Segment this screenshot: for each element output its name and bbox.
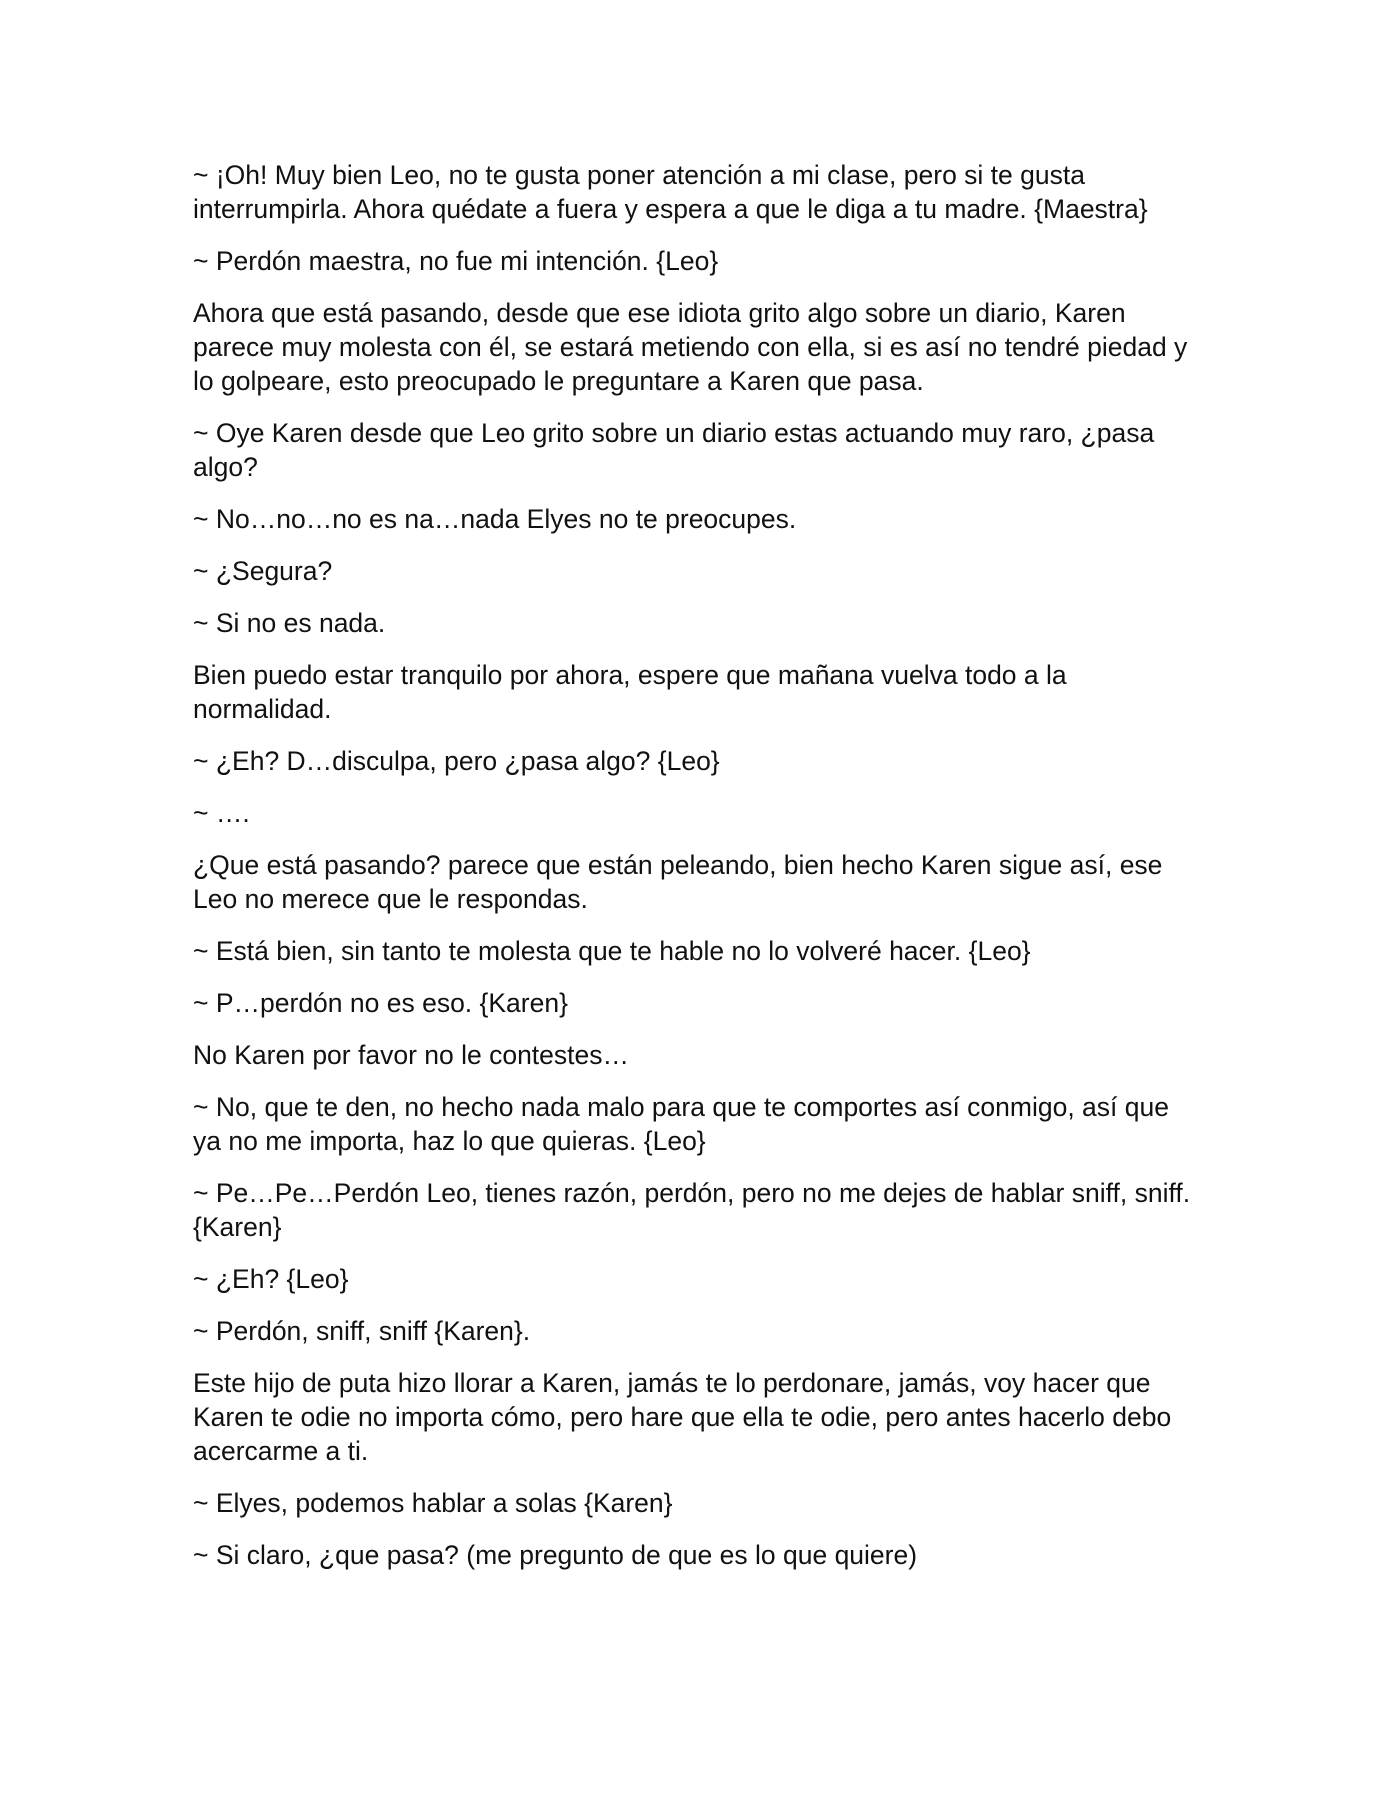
paragraph-9: ~ ¿Eh? D…disculpa, pero ¿pasa algo? {Leo} [193,746,720,776]
paragraph-3: Ahora que está pasando, desde que ese idiota grito algo sobre un diario, Karen parece muy molesta con él, se estará metiendo con ella, si es así no tendré piedad y lo golpeare, esto preocupado le preguntare a Karen que pasa. [193,298,1188,396]
paragraph-21: ~ Si claro, ¿que pasa? (me pregunto de que es lo que quiere) [193,1540,918,1570]
text-body [193,158,1203,1590]
paragraph-17: ~ ¿Eh? {Leo} [193,1264,349,1294]
paragraph-16: ~ Pe…Pe…Perdón Leo, tienes razón, perdón, pero no me dejes de hablar sniff, sniff. {Karen} [193,1178,1191,1242]
paragraph-18: ~ Perdón, sniff, sniff {Karen}. [193,1316,531,1346]
paragraph-12: ~ Está bien, sin tanto te molesta que te hable no lo volveré hacer. {Leo} [193,936,1031,966]
paragraph-1: ~ ¡Oh! Muy bien Leo, no te gusta poner atención a mi clase, pero si te gusta interrumpirla. Ahora quédate a fuera y espera a que le diga a tu madre. {Maestra} [193,160,1148,224]
paragraph-15: ~ No, que te den, no hecho nada malo para que te comportes así conmigo, así que ya no me importa, haz lo que quieras. {Leo} [193,1092,1169,1156]
paragraph-13: ~ P…perdón no es eso. {Karen} [193,988,568,1018]
paragraph-6: ~ ¿Segura? [193,556,333,586]
paragraph-7: ~ Si no es nada. [193,608,386,638]
paragraph-14: No Karen por favor no le contestes… [193,1040,630,1070]
paragraph-4: ~ Oye Karen desde que Leo grito sobre un diario estas actuando muy raro, ¿pasa algo? [193,418,1155,482]
paragraph-8: Bien puedo estar tranquilo por ahora, espere que mañana vuelva todo a la normalidad. [193,660,1067,724]
paragraph-19: Este hijo de puta hizo llorar a Karen, jamás te lo perdonare, jamás, voy hacer que Karen te odie no importa cómo, pero hare que ella te odie, pero antes hacerlo debo acercarme a ti. [193,1368,1172,1466]
paragraph-11: ¿Que está pasando? parece que están peleando, bien hecho Karen sigue así, ese Leo no merece que le respondas. [193,850,1163,914]
paragraph-2: ~ Perdón maestra, no fue mi intención. {Leo} [193,246,719,276]
paragraph-10: ~ …. [193,798,250,828]
paragraph-5: ~ No…no…no es na…nada Elyes no te preocupes. [193,504,797,534]
paragraph-20: ~ Elyes, podemos hablar a solas {Karen} [193,1488,673,1518]
